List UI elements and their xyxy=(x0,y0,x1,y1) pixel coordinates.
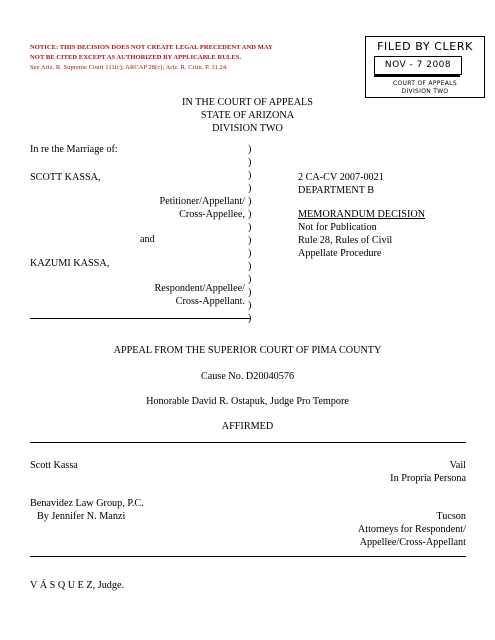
paren: ) xyxy=(248,248,252,259)
stamp-sub-1: COURT OF APPEALS xyxy=(393,80,457,87)
court-line-1: IN THE COURT OF APPEALS xyxy=(182,97,313,108)
and-label: and xyxy=(140,234,155,245)
counsel-2-city: Tucson xyxy=(436,511,466,522)
paren: ) xyxy=(248,196,252,207)
counsel-2-role-1: Attorneys for Respondent/ xyxy=(357,524,466,535)
paren: ) xyxy=(248,222,252,233)
party-2-role-1: Respondent/Appellee/ xyxy=(154,283,245,294)
stamp-sub-2: DIVISION TWO xyxy=(401,88,449,95)
party-2-name: KAZUMI KASSA, xyxy=(30,258,110,269)
notice-line-2: NOT BE CITED EXCEPT AS AUTHORIZED BY APPLICABLE RULES. xyxy=(30,54,242,61)
caption-paren-column xyxy=(248,143,251,325)
paren: ) xyxy=(248,235,252,246)
court-line-3: DIVISION TWO xyxy=(212,123,283,134)
divider-2 xyxy=(30,556,466,557)
publication-line-1: Not for Publication xyxy=(298,222,377,233)
result: AFFIRMED xyxy=(221,421,274,432)
counsel-1-name: Scott Kassa xyxy=(30,460,78,471)
counsel-1-role: In Propria Persona xyxy=(390,473,466,484)
filed-stamp xyxy=(365,36,485,98)
in-re-label: In re the Marriage of: xyxy=(30,144,118,155)
notice-line-1: NOTICE: THIS DECISION DOES NOT CREATE LEGAL PRECEDENT AND MAY xyxy=(30,44,273,51)
court-line-2: STATE OF ARIZONA xyxy=(200,110,295,121)
paren: ) xyxy=(248,170,252,181)
author-line: V Á S Q U E Z, Judge. xyxy=(30,580,125,591)
paren: ) xyxy=(248,157,252,168)
cause-number: Cause No. D20040576 xyxy=(200,371,295,382)
counsel-2-firm: Benavidez Law Group, P.C. xyxy=(30,498,144,509)
counsel-1-city: Vail xyxy=(449,460,466,471)
caption-underline xyxy=(30,318,250,319)
stamp-date: NOV - 7 2008 xyxy=(374,56,462,75)
paren: ) xyxy=(248,274,252,285)
department: DEPARTMENT B xyxy=(298,185,375,196)
paren: ) xyxy=(248,313,252,324)
party-2-role-2: Cross-Appellant. xyxy=(175,296,245,307)
paren: ) xyxy=(248,261,252,272)
party-1-name: SCOTT KASSA, xyxy=(30,172,101,183)
publication-line-3: Appellate Procedure xyxy=(298,248,382,259)
appeal-heading: APPEAL FROM THE SUPERIOR COURT OF PIMA COUNTY xyxy=(113,345,382,356)
paren: ) xyxy=(248,209,252,220)
judge-line: Honorable David R. Ostapuk, Judge Pro Tempore xyxy=(146,396,349,407)
counsel-2-role-2: Appellee/Cross-Appellant xyxy=(359,537,466,548)
party-1-role-2: Cross-Appellee, xyxy=(179,209,245,220)
paren: ) xyxy=(248,287,252,298)
paren: ) xyxy=(248,300,252,311)
party-1-role-1: Petitioner/Appellant/ xyxy=(159,196,245,207)
divider-1 xyxy=(30,442,466,443)
publication-line-2: Rule 28, Rules of Civil xyxy=(298,235,393,246)
stamp-bar xyxy=(374,75,460,77)
stamp-title: FILED BY CLERK xyxy=(377,40,473,53)
notice-line-3: See Ariz. R. Supreme Court 111(c); ARCAP 28(c); Ariz. R. Crim. P. 31.24. xyxy=(30,64,228,71)
paren: ) xyxy=(248,144,252,155)
counsel-2-attorney: By Jennifer N. Manzi xyxy=(37,511,126,522)
decision-type: MEMORANDUM DECISION xyxy=(298,209,426,220)
case-number: 2 CA-CV 2007-0021 xyxy=(298,172,384,183)
paren: ) xyxy=(248,183,252,194)
